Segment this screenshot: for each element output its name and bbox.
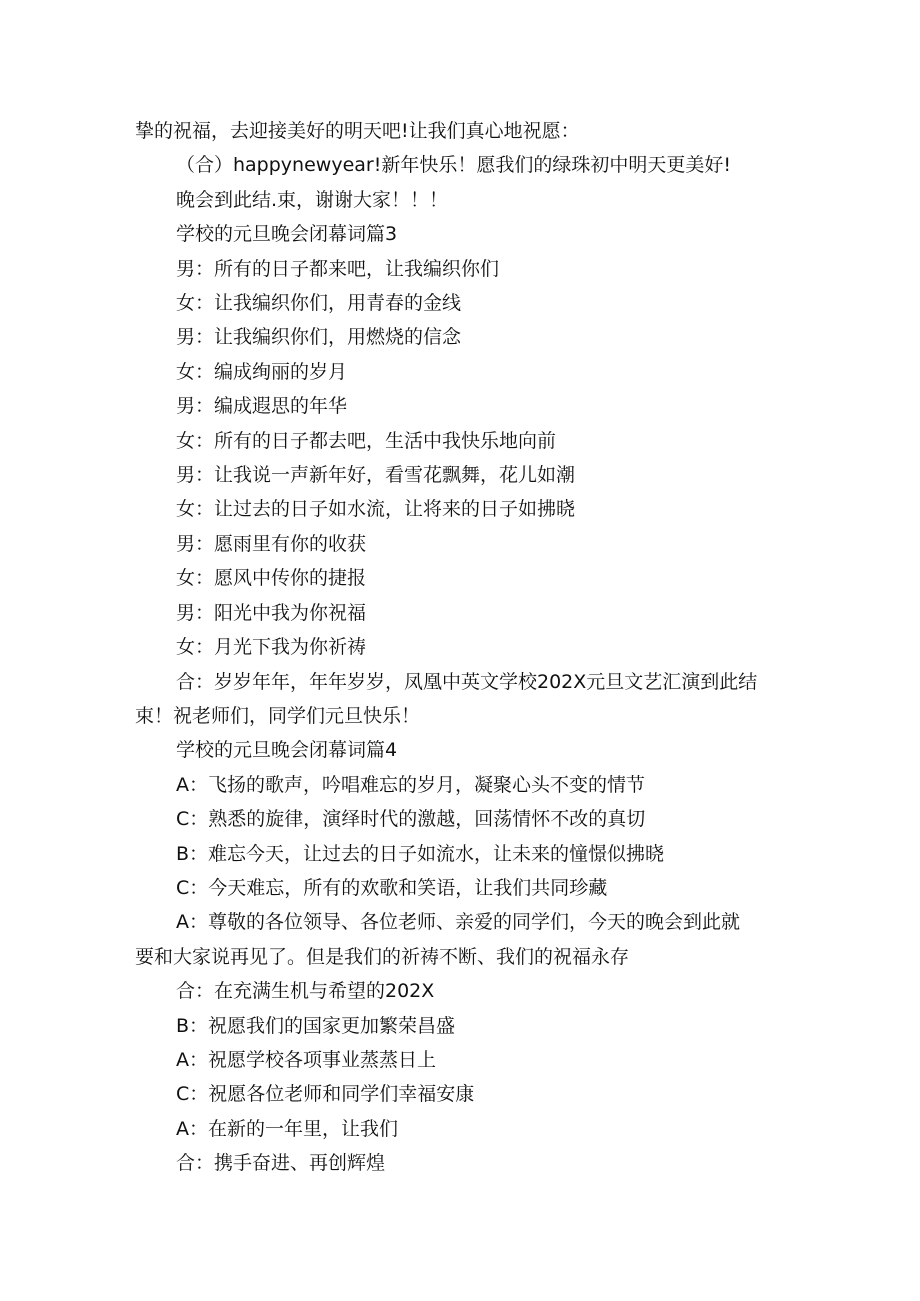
text-line: 女：愿风中传你的捷报 <box>176 567 367 590</box>
text-line: 男：编成遐思的年华 <box>176 395 348 418</box>
text-line: 男：愿雨里有你的收获 <box>176 532 367 555</box>
text-line: 男：让我说一声新年好，看雪花飘舞，花儿如潮 <box>176 464 576 487</box>
text-line: A：尊敬的各位领导、各位老师、亲爱的同学们，今天的晚会到此就 <box>176 911 740 934</box>
text-line: C：熟悉的旋律，演绎时代的激越，回荡情怀不改的真切 <box>176 808 646 831</box>
text-line: 晚会到此结.束，谢谢大家！！！ <box>176 188 449 211</box>
text-line: 挚的祝福，去迎接美好的明天吧!让我们真心地祝愿： <box>135 120 580 142</box>
text-line: 男：阳光中我为你祝福 <box>176 601 367 624</box>
text-line: A：飞扬的歌声，吟唱难忘的岁月，凝聚心头不变的情节 <box>176 773 645 796</box>
text-line: 女：让我编织你们，用青春的金线 <box>176 292 462 315</box>
text-line: 合：携手奋进、再创辉煌 <box>176 1152 386 1175</box>
document-body <box>135 114 785 1181</box>
text-line: 学校的元旦晚会闭幕词篇3 <box>176 223 398 246</box>
text-line: 合：岁岁年年，年年岁岁，凤凰中英文学校202X元旦文艺汇演到此结 <box>176 670 758 693</box>
text-line: B：难忘今天，让过去的日子如流水，让未来的憧憬似拂晓 <box>176 842 665 865</box>
text-line: 男：让我编织你们，用燃烧的信念 <box>176 326 462 349</box>
text-line: B：祝愿我们的国家更加繁荣昌盛 <box>176 1014 456 1037</box>
text-line: 男：所有的日子都来吧，让我编织你们 <box>176 257 500 280</box>
text-line: 学校的元旦晚会闭幕词篇4 <box>176 739 398 762</box>
text-line: A：在新的一年里，让我们 <box>176 1117 398 1140</box>
text-line: 女：编成绚丽的岁月 <box>176 360 348 383</box>
text-line: C：今天难忘，所有的欢歌和笑语，让我们共同珍藏 <box>176 876 608 899</box>
text-line: 要和大家说再见了。但是我们的祈祷不断、我们的祝福永存 <box>135 945 630 968</box>
text-line: 合：在充满生机与希望的202X <box>176 980 435 1003</box>
text-line: C：祝愿各位老师和同学们幸福安康 <box>176 1083 475 1106</box>
text-line: 束！祝老师们，同学们元旦快乐！ <box>135 704 421 727</box>
text-line: 女：月光下我为你祈祷 <box>176 636 367 659</box>
text-line: 女：让过去的日子如水流，让将来的日子如拂晓 <box>176 498 576 521</box>
text-line: （合）happynewyear!新年快乐！愿我们的绿珠初中明天更美好! <box>176 154 731 177</box>
text-line: 女：所有的日子都去吧，生活中我快乐地向前 <box>176 429 557 452</box>
text-line: A：祝愿学校各项事业蒸蒸日上 <box>176 1048 436 1071</box>
